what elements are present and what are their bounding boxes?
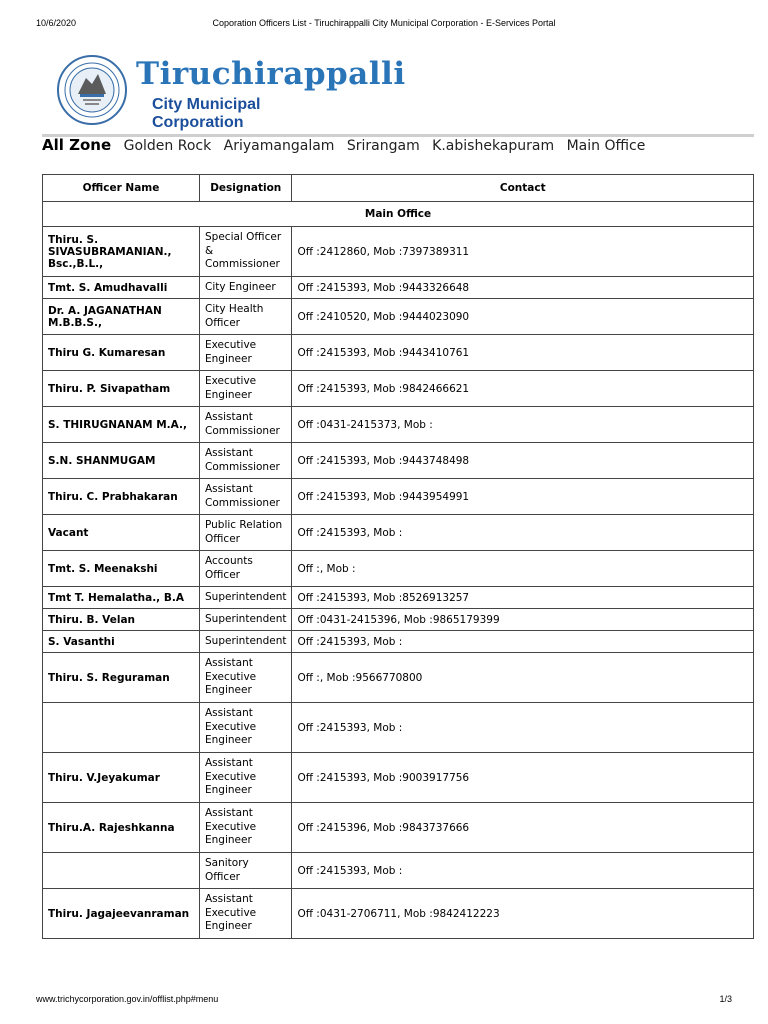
officer-name-cell: Thiru. B. Velan <box>43 609 200 631</box>
designation-cell: City Health Officer <box>200 299 292 335</box>
designation-cell: Public Relation Officer <box>200 515 292 551</box>
designation-cell: Accounts Officer <box>200 551 292 587</box>
contact-cell: Off :2415393, Mob :9443410761 <box>292 335 754 371</box>
officer-name-cell: S.N. SHANMUGAM <box>43 443 200 479</box>
officer-name-cell <box>43 853 200 889</box>
contact-cell: Off :2415393, Mob :9443748498 <box>292 443 754 479</box>
designation-cell: Assistant Executive Engineer <box>200 889 292 939</box>
designation-cell: Superintendent <box>200 587 292 609</box>
zone-link-srirangam[interactable]: Srirangam <box>346 138 420 154</box>
contact-cell: Off :2415393, Mob :9443954991 <box>292 479 754 515</box>
officer-name-cell: Thiru. C. Prabhakaran <box>43 479 200 515</box>
officer-name-cell: Thiru. P. Sivapatham <box>43 371 200 407</box>
zone-link-main-office[interactable]: Main Office <box>566 138 646 154</box>
table-row <box>43 371 754 407</box>
officer-name-cell <box>43 703 200 753</box>
designation-cell: Superintendent <box>200 609 292 631</box>
corporation-seal-icon <box>56 54 128 126</box>
designation-cell: Sanitory Officer <box>200 853 292 889</box>
contact-cell: Off :2410520, Mob :9444023090 <box>292 299 754 335</box>
contact-cell: Off :, Mob :9566770800 <box>292 653 754 703</box>
print-title: Coporation Officers List - Tiruchirappalli City Municipal Corporation - E-Services Portal <box>212 18 556 28</box>
officer-name-cell: Thiru. S. SIVASUBRAMANIAN., Bsc.,B.L., <box>43 227 200 277</box>
designation-cell: Special Officer & Commissioner <box>200 227 292 277</box>
zone-nav <box>42 136 754 160</box>
print-header <box>0 18 768 32</box>
table-row <box>43 299 754 335</box>
designation-cell: Executive Engineer <box>200 371 292 407</box>
table-row <box>43 551 754 587</box>
table-row <box>43 407 754 443</box>
table-row <box>43 227 754 277</box>
contact-cell: Off :2415393, Mob : <box>292 703 754 753</box>
table-row <box>43 587 754 609</box>
table-row <box>43 443 754 479</box>
contact-cell: Off :0431-2706711, Mob :9842412223 <box>292 889 754 939</box>
brand-name: Tiruchirappalli <box>136 56 406 92</box>
contact-cell: Off :2415393, Mob :9003917756 <box>292 753 754 803</box>
print-url: www.trichycorporation.gov.in/offlist.php#menu <box>36 994 219 1004</box>
designation-cell: Assistant Commissioner <box>200 443 292 479</box>
officer-name-cell: Thiru. Jagajeevanraman <box>43 889 200 939</box>
contact-cell: Off :2415393, Mob : <box>292 853 754 889</box>
table-row <box>43 609 754 631</box>
table-row <box>43 631 754 653</box>
table-row <box>43 479 754 515</box>
print-page-number: 1/3 <box>719 994 732 1004</box>
designation-cell: City Engineer <box>200 277 292 299</box>
officer-name-cell: Tmt T. Hemalatha., B.A <box>43 587 200 609</box>
designation-cell: Assistant Executive Engineer <box>200 753 292 803</box>
contact-cell: Off :2415393, Mob : <box>292 515 754 551</box>
header-officer-name: Officer Name <box>43 175 200 202</box>
corporation-logo[interactable] <box>56 54 406 131</box>
contact-cell: Off :2415396, Mob :9843737666 <box>292 803 754 853</box>
officer-rows <box>43 202 754 939</box>
table-row <box>43 803 754 853</box>
designation-cell: Assistant Commissioner <box>200 479 292 515</box>
header-designation: Designation <box>200 175 292 202</box>
officer-name-cell: S. THIRUGNANAM M.A., <box>43 407 200 443</box>
table-row <box>43 753 754 803</box>
zone-link-all[interactable]: All Zone <box>42 136 112 154</box>
zone-link-golden-rock[interactable]: Golden Rock <box>123 138 212 154</box>
officer-name-cell: Dr. A. JAGANATHAN M.B.B.S., <box>43 299 200 335</box>
contact-cell: Off :2415393, Mob :8526913257 <box>292 587 754 609</box>
officer-name-cell: Thiru. S. Reguraman <box>43 653 200 703</box>
designation-cell: Superintendent <box>200 631 292 653</box>
table-row <box>43 335 754 371</box>
table-row <box>43 889 754 939</box>
officer-name-cell: Tmt. S. Meenakshi <box>43 551 200 587</box>
table-row <box>43 277 754 299</box>
header-contact: Contact <box>292 175 754 202</box>
officer-name-cell: Thiru.A. Rajeshkanna <box>43 803 200 853</box>
table-row <box>43 515 754 551</box>
table-header-row <box>43 175 754 202</box>
contact-cell: Off :2415393, Mob :9842466621 <box>292 371 754 407</box>
section-row <box>43 202 754 227</box>
contact-cell: Off :2415393, Mob : <box>292 631 754 653</box>
print-footer <box>0 994 768 1008</box>
print-date: 10/6/2020 <box>36 18 77 28</box>
table-row <box>43 703 754 753</box>
officer-name-cell: Thiru. V.Jeyakumar <box>43 753 200 803</box>
officer-name-cell: S. Vasanthi <box>43 631 200 653</box>
officer-name-cell: Thiru G. Kumaresan <box>43 335 200 371</box>
officers-table <box>42 174 754 939</box>
section-title: Main Office <box>43 202 754 227</box>
table-row <box>43 653 754 703</box>
officer-name-cell: Tmt. S. Amudhavalli <box>43 277 200 299</box>
contact-cell: Off :, Mob : <box>292 551 754 587</box>
designation-cell: Assistant Executive Engineer <box>200 803 292 853</box>
zone-link-kabishekapuram[interactable]: K.abishekapuram <box>432 138 555 154</box>
table-row <box>43 853 754 889</box>
designation-cell: Assistant Commissioner <box>200 407 292 443</box>
zone-link-ariyamangalam[interactable]: Ariyamangalam <box>223 138 335 154</box>
designation-cell: Assistant Executive Engineer <box>200 653 292 703</box>
contact-cell: Off :0431-2415373, Mob : <box>292 407 754 443</box>
contact-cell: Off :2412860, Mob :7397389311 <box>292 227 754 277</box>
brand-subtitle: City Municipal Corporation <box>152 96 261 131</box>
designation-cell: Executive Engineer <box>200 335 292 371</box>
officer-name-cell: Vacant <box>43 515 200 551</box>
contact-cell: Off :2415393, Mob :9443326648 <box>292 277 754 299</box>
contact-cell: Off :0431-2415396, Mob :9865179399 <box>292 609 754 631</box>
designation-cell: Assistant Executive Engineer <box>200 703 292 753</box>
